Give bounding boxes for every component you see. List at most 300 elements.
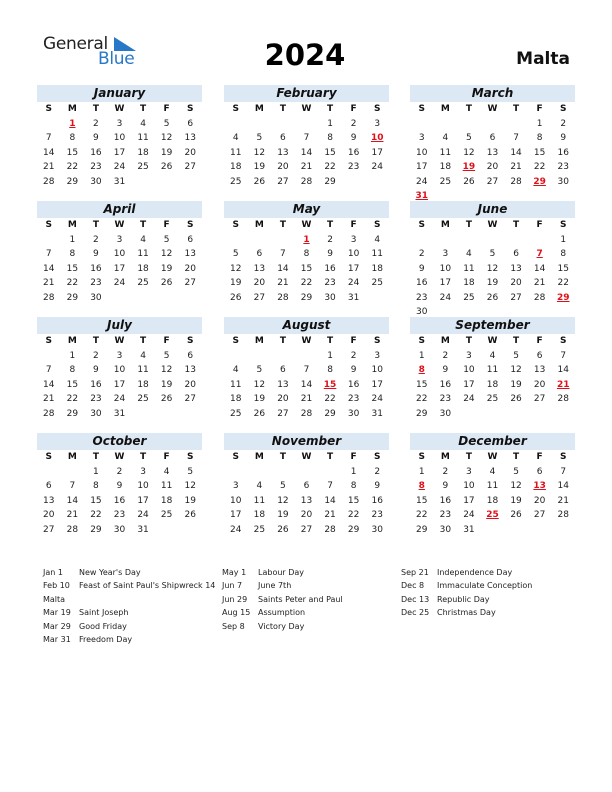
day: 9 (418, 263, 425, 274)
day: 8 (69, 365, 76, 376)
day: 17 (137, 495, 149, 506)
day: 12 (253, 379, 266, 390)
day: 2 (116, 467, 123, 477)
day: 8 (536, 133, 543, 144)
day: 29 (300, 292, 313, 303)
day: 12 (184, 481, 196, 492)
day: 16 (347, 379, 360, 390)
empty-cell (37, 465, 61, 479)
day: 14 (300, 379, 313, 390)
day: 18 (160, 495, 173, 506)
day: 28 (43, 408, 55, 419)
holiday-day: 29 (533, 176, 546, 187)
holiday-name: Christmas Day (437, 608, 496, 618)
empty-cell (434, 117, 458, 131)
weekday-label: F (163, 336, 170, 346)
holiday-date: Mar 19 (43, 608, 71, 618)
empty-cell (295, 349, 319, 363)
day-grid (410, 102, 575, 203)
weekday-label: F (163, 104, 170, 114)
day: 15 (416, 495, 428, 506)
weekday-label: T (279, 452, 286, 462)
day: 25 (253, 524, 266, 535)
holiday-name: Saint Joseph (79, 608, 129, 618)
holiday-name: Assumption (258, 608, 306, 618)
day: 14 (324, 495, 336, 506)
day: 3 (442, 249, 449, 260)
month-july (37, 317, 202, 421)
empty-cell (37, 233, 61, 247)
day: 24 (463, 394, 475, 405)
day: 10 (463, 365, 475, 376)
day: 8 (93, 481, 99, 492)
empty-cell (481, 117, 505, 131)
day: 10 (371, 365, 383, 376)
day: 20 (43, 510, 55, 521)
empty-cell (457, 233, 481, 247)
day: 27 (486, 176, 499, 187)
holiday-day: 21 (556, 379, 570, 390)
day: 27 (510, 292, 522, 303)
holiday-entry (222, 566, 343, 579)
day: 24 (113, 162, 126, 173)
day: 18 (137, 379, 149, 390)
day: 26 (277, 524, 289, 535)
day: 27 (184, 162, 196, 173)
holiday-day: 10 (370, 133, 384, 144)
weekday-label: T (465, 104, 472, 114)
day: 12 (230, 263, 242, 274)
day: 30 (113, 524, 126, 535)
day-grid (224, 450, 389, 537)
month-january (37, 85, 202, 189)
weekday-label: M (67, 104, 77, 114)
weekday-label: S (45, 104, 53, 114)
day: 17 (230, 510, 242, 521)
day: 3 (374, 119, 381, 129)
day: 19 (253, 394, 266, 405)
day: 27 (277, 176, 289, 187)
holiday-entry (222, 593, 343, 606)
weekday-label: F (536, 104, 543, 114)
holiday-name: Labour Day (258, 568, 305, 577)
day: 27 (184, 394, 196, 405)
holiday-name: Independence Day (437, 568, 513, 577)
day: 30 (324, 292, 336, 303)
day: 18 (486, 495, 499, 506)
day: 18 (253, 510, 266, 521)
day: 25 (137, 394, 149, 405)
day: 26 (463, 176, 475, 187)
day: 22 (66, 162, 79, 173)
day: 16 (371, 495, 383, 506)
day: 19 (230, 278, 242, 289)
day: 8 (560, 249, 567, 260)
weekday-label: F (536, 220, 543, 230)
calendar-year: 2024 (264, 38, 346, 72)
holiday-name: Feast of Saint Paul's Shipwreck 14 (79, 581, 216, 591)
empty-cell (224, 233, 248, 247)
day: 29 (324, 408, 336, 419)
day: 23 (90, 278, 102, 289)
day: 13 (184, 365, 196, 376)
day-grid (410, 450, 575, 537)
day: 4 (140, 119, 146, 129)
day: 7 (327, 481, 333, 492)
day: 19 (160, 379, 173, 390)
weekday-label: T (512, 220, 520, 230)
weekday-label: W (114, 336, 125, 346)
day: 9 (327, 249, 333, 260)
day: 12 (510, 365, 522, 376)
empty-cell (318, 465, 342, 479)
holiday-column (222, 566, 343, 633)
day: 25 (230, 176, 242, 187)
day: 22 (324, 162, 336, 173)
day: 19 (510, 379, 522, 390)
day: 14 (66, 495, 79, 506)
logo-text-blue: Blue (98, 49, 135, 69)
day: 21 (324, 510, 336, 521)
logo (43, 34, 143, 72)
day: 5 (489, 249, 496, 260)
day: 15 (66, 263, 79, 274)
weekday-label: S (232, 336, 240, 346)
day: 29 (416, 408, 428, 419)
day: 13 (184, 133, 196, 144)
day: 23 (90, 162, 102, 173)
weekday-label: S (559, 336, 567, 346)
day: 17 (347, 263, 360, 274)
empty-cell (481, 233, 505, 247)
day: 20 (184, 263, 196, 274)
day: 9 (93, 249, 99, 260)
day: 2 (350, 119, 357, 129)
day: 18 (137, 263, 149, 274)
weekday-label: W (114, 452, 125, 462)
weekday-label: T (326, 452, 334, 462)
holiday-column (401, 566, 532, 620)
day: 14 (510, 147, 522, 158)
day: 3 (350, 235, 357, 245)
day: 27 (253, 292, 266, 303)
day: 25 (137, 278, 149, 289)
empty-cell (37, 349, 61, 363)
empty-cell (248, 349, 272, 363)
day: 13 (277, 379, 289, 390)
day: 11 (137, 249, 149, 260)
holiday-column (43, 566, 215, 646)
weekday-label: S (45, 220, 53, 230)
day: 6 (280, 133, 286, 144)
holiday-entry (43, 579, 215, 592)
day: 20 (277, 394, 289, 405)
country-name: Malta (516, 49, 570, 69)
day: 4 (140, 235, 146, 245)
holiday-day: 29 (556, 292, 570, 303)
day: 14 (43, 263, 55, 274)
day: 16 (347, 147, 360, 158)
empty-cell (271, 465, 295, 479)
day: 2 (327, 235, 333, 245)
day: 28 (557, 510, 569, 521)
day: 21 (533, 278, 546, 289)
weekday-label: T (512, 336, 520, 346)
day: 7 (45, 133, 52, 144)
weekday-label: M (254, 104, 264, 114)
day: 10 (113, 365, 126, 376)
day: 3 (232, 481, 239, 492)
day: 4 (489, 467, 496, 477)
day: 17 (463, 379, 475, 390)
day: 19 (184, 495, 196, 506)
day: 11 (230, 147, 242, 158)
day: 27 (533, 394, 546, 405)
month-title: March (410, 85, 575, 102)
holiday-name: Good Friday (79, 621, 127, 631)
day: 13 (300, 495, 313, 506)
holiday-day: 1 (303, 235, 310, 245)
day: 15 (533, 147, 546, 158)
day: 30 (90, 176, 102, 187)
day: 28 (510, 176, 522, 187)
day: 16 (90, 147, 102, 158)
month-title: August (224, 317, 389, 334)
day: 9 (560, 133, 567, 144)
day: 6 (256, 249, 263, 260)
day: 13 (277, 147, 289, 158)
day: 2 (93, 235, 99, 245)
holiday-day: 1 (69, 119, 76, 129)
holiday-date: Malta (43, 594, 66, 604)
day: 12 (253, 147, 266, 158)
day: 13 (533, 365, 546, 376)
day: 7 (560, 351, 567, 361)
day: 11 (439, 147, 452, 158)
weekday-label: S (373, 220, 381, 230)
day: 28 (300, 176, 313, 187)
day: 19 (160, 147, 173, 158)
day: 15 (347, 495, 360, 506)
day: 15 (90, 495, 102, 506)
day: 22 (533, 162, 546, 173)
weekday-label: T (279, 220, 286, 230)
empty-cell (248, 233, 272, 247)
day: 9 (116, 481, 123, 492)
empty-cell (248, 117, 272, 131)
weekday-label: M (67, 220, 77, 230)
holiday-entry (222, 606, 343, 619)
day: 9 (350, 133, 357, 144)
day: 2 (93, 351, 99, 361)
day: 22 (557, 278, 569, 289)
day: 29 (66, 176, 79, 187)
day: 24 (371, 394, 383, 405)
day: 17 (113, 379, 126, 390)
weekday-label: T (139, 336, 147, 346)
weekday-label: M (67, 336, 77, 346)
weekday-label: T (512, 452, 520, 462)
day: 24 (371, 162, 383, 173)
day: 31 (371, 408, 383, 419)
day-grid (37, 102, 202, 189)
day: 21 (510, 162, 522, 173)
day: 23 (347, 162, 360, 173)
holiday-day: 31 (415, 190, 429, 201)
weekday-label: S (418, 336, 426, 346)
day: 9 (93, 133, 99, 144)
day: 6 (280, 365, 286, 376)
day: 7 (303, 133, 310, 144)
empty-cell (504, 233, 528, 247)
weekday-label: M (254, 220, 264, 230)
day-grid (37, 218, 202, 305)
day: 27 (277, 408, 289, 419)
weekday-label: F (536, 452, 543, 462)
holiday-name: Freedom Day (79, 634, 133, 644)
day: 19 (486, 278, 499, 289)
day: 4 (232, 365, 239, 376)
day-grid (410, 334, 575, 421)
weekday-label: W (487, 220, 498, 230)
weekday-label: M (440, 220, 450, 230)
month-march (410, 85, 575, 203)
weekday-label: F (350, 104, 357, 114)
day: 7 (560, 467, 567, 477)
holiday-entry (222, 620, 343, 633)
weekday-label: S (186, 220, 194, 230)
day: 8 (69, 249, 76, 260)
day: 10 (416, 147, 428, 158)
day: 6 (187, 235, 194, 245)
day: 18 (439, 162, 452, 173)
month-october (37, 433, 202, 537)
day: 17 (371, 379, 383, 390)
day: 12 (160, 365, 173, 376)
holiday-date: Dec 25 (401, 608, 430, 618)
weekday-label: F (350, 336, 357, 346)
day: 6 (45, 481, 52, 492)
day: 20 (486, 162, 499, 173)
day: 23 (557, 162, 569, 173)
weekday-label: M (440, 452, 450, 462)
day: 4 (466, 249, 472, 260)
holiday-date: Feb 10 (43, 581, 70, 591)
day: 1 (93, 467, 99, 477)
weekday-label: M (440, 104, 450, 114)
day: 30 (90, 292, 102, 303)
day: 6 (536, 351, 543, 361)
day: 30 (439, 524, 452, 535)
month-title: June (410, 201, 575, 218)
day-grid (224, 102, 389, 189)
day: 4 (374, 235, 381, 245)
day: 17 (439, 278, 452, 289)
empty-cell (248, 465, 272, 479)
holiday-date: Mar 31 (43, 634, 71, 644)
day: 23 (347, 394, 360, 405)
weekday-label: F (350, 452, 357, 462)
day: 13 (184, 249, 196, 260)
day: 19 (160, 263, 173, 274)
day: 21 (43, 278, 55, 289)
day: 11 (137, 133, 149, 144)
month-may (224, 201, 389, 305)
holiday-name: Republic Day (437, 594, 490, 604)
day: 16 (324, 263, 336, 274)
day: 4 (442, 133, 449, 144)
empty-cell (224, 349, 248, 363)
month-february (224, 85, 389, 189)
day: 30 (439, 408, 452, 419)
weekday-label: F (163, 220, 170, 230)
day: 21 (43, 394, 55, 405)
holiday-name: Saints Peter and Paul (258, 594, 343, 604)
day: 25 (137, 162, 149, 173)
day: 26 (160, 394, 173, 405)
day: 26 (230, 292, 242, 303)
day: 12 (463, 147, 475, 158)
logo-text-general: General (43, 34, 108, 54)
day: 3 (116, 119, 123, 129)
day: 15 (324, 147, 336, 158)
day: 23 (113, 510, 126, 521)
day: 30 (416, 306, 428, 317)
day: 16 (113, 495, 126, 506)
day: 7 (513, 133, 519, 144)
day: 29 (90, 524, 102, 535)
day: 20 (184, 147, 196, 158)
day: 27 (300, 524, 313, 535)
day: 2 (418, 249, 425, 260)
day: 23 (439, 510, 452, 521)
holiday-name: June 7th (258, 581, 292, 591)
weekday-label: S (418, 104, 426, 114)
day: 20 (510, 278, 522, 289)
weekday-label: T (465, 452, 472, 462)
month-april (37, 201, 202, 305)
day: 28 (533, 292, 546, 303)
day: 8 (350, 481, 357, 492)
day: 22 (66, 278, 79, 289)
day-grid (37, 334, 202, 421)
month-title: November (224, 433, 389, 450)
day: 7 (69, 481, 76, 492)
day: 5 (513, 351, 519, 361)
weekday-label: S (559, 104, 567, 114)
day: 2 (93, 119, 99, 129)
day: 19 (277, 510, 289, 521)
weekday-label: S (186, 104, 194, 114)
day: 29 (416, 524, 428, 535)
holiday-date: Dec 13 (401, 594, 430, 604)
day: 5 (163, 119, 170, 129)
day: 7 (45, 249, 52, 260)
day: 3 (466, 467, 472, 477)
day: 13 (253, 263, 266, 274)
day: 5 (280, 481, 286, 492)
weekday-label: W (487, 104, 498, 114)
day: 16 (90, 379, 102, 390)
month-title: May (224, 201, 389, 218)
month-title: September (410, 317, 575, 334)
day: 25 (439, 176, 452, 187)
month-title: October (37, 433, 202, 450)
weekday-label: S (186, 452, 194, 462)
empty-cell (224, 117, 248, 131)
day: 6 (489, 133, 496, 144)
day: 3 (374, 351, 381, 361)
